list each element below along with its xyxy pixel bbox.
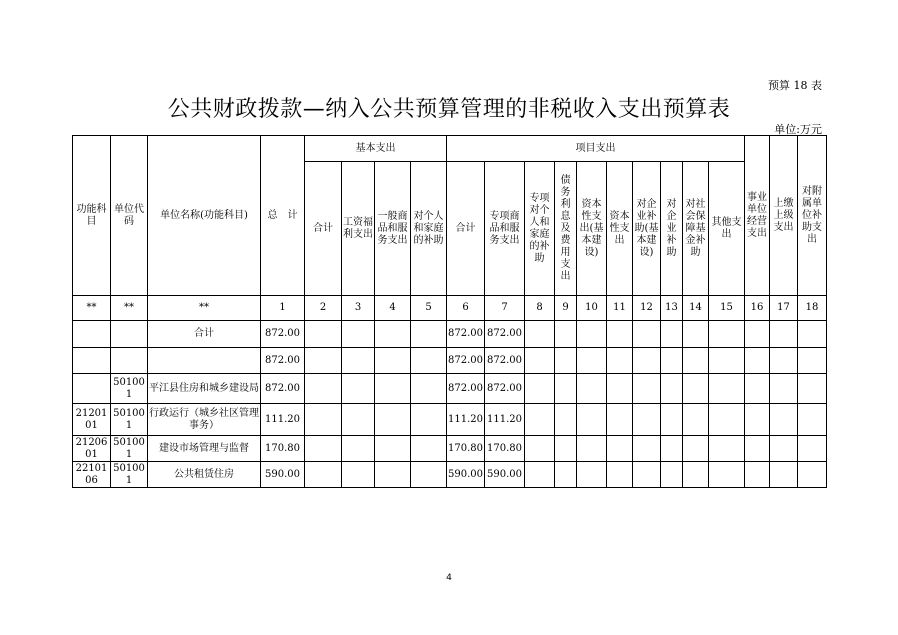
header-project-household: 专项对个人和家庭的补助 xyxy=(525,162,555,296)
unit-name-cell: 合计 xyxy=(148,321,261,348)
index-cell: ** xyxy=(73,296,111,321)
general-goods-cell xyxy=(375,462,411,488)
empty-cell xyxy=(770,404,798,436)
empty-cell xyxy=(633,436,661,462)
empty-cell xyxy=(770,462,798,488)
project-goods-cell: 170.80 xyxy=(485,436,525,462)
empty-cell xyxy=(661,404,683,436)
index-cell: 18 xyxy=(798,296,827,321)
empty-cell xyxy=(770,321,798,348)
unit-name-cell: 公共租赁住房 xyxy=(148,462,261,488)
page-number: 4 xyxy=(446,573,452,583)
empty-cell xyxy=(798,374,827,404)
wages-cell xyxy=(342,404,375,436)
unit-name-cell: 平江县住房和城乡建设局 xyxy=(148,374,261,404)
general-goods-cell xyxy=(375,348,411,374)
empty-cell xyxy=(683,436,709,462)
empty-cell xyxy=(683,348,709,374)
empty-cell xyxy=(633,462,661,488)
empty-cell xyxy=(633,404,661,436)
index-cell: 16 xyxy=(745,296,770,321)
empty-cell xyxy=(577,374,607,404)
index-cell: 3 xyxy=(342,296,375,321)
empty-cell xyxy=(577,321,607,348)
empty-cell xyxy=(525,436,555,462)
empty-cell xyxy=(633,374,661,404)
header-enterprise: 对企业补助 xyxy=(661,162,683,296)
index-cell: 4 xyxy=(375,296,411,321)
header-capital-basic: 资本性支出(基本建设) xyxy=(577,162,607,296)
total-cell: 872.00 xyxy=(261,374,305,404)
empty-cell xyxy=(525,462,555,488)
index-cell: 2 xyxy=(305,296,342,321)
unit-code-cell: 501001 xyxy=(111,462,148,488)
index-cell: 7 xyxy=(485,296,525,321)
basic-total-cell xyxy=(305,404,342,436)
basic-total-cell xyxy=(305,436,342,462)
empty-cell xyxy=(770,374,798,404)
empty-cell xyxy=(577,404,607,436)
basic-total-cell xyxy=(305,462,342,488)
empty-cell xyxy=(555,348,577,374)
header-wages: 工资福利支出 xyxy=(342,162,375,296)
household-subsidy-cell xyxy=(411,436,447,462)
empty-cell xyxy=(683,404,709,436)
func-subject-cell: 2210106 xyxy=(73,462,111,488)
empty-cell xyxy=(633,321,661,348)
index-cell: 8 xyxy=(525,296,555,321)
empty-cell xyxy=(555,374,577,404)
empty-cell xyxy=(525,348,555,374)
empty-cell xyxy=(709,348,745,374)
project-total-cell: 111.20 xyxy=(447,404,485,436)
index-cell: 5 xyxy=(411,296,447,321)
project-total-cell: 872.00 xyxy=(447,374,485,404)
table-row xyxy=(73,374,827,404)
table-number: 预算 18 表 xyxy=(768,79,822,92)
empty-cell xyxy=(525,321,555,348)
total-cell: 872.00 xyxy=(261,321,305,348)
index-cell: 15 xyxy=(709,296,745,321)
header-project-total: 合计 xyxy=(447,162,485,296)
empty-cell xyxy=(709,321,745,348)
empty-cell xyxy=(577,436,607,462)
unit-code-cell xyxy=(111,348,148,374)
general-goods-cell xyxy=(375,321,411,348)
empty-cell xyxy=(683,374,709,404)
empty-cell xyxy=(555,462,577,488)
index-cell: ** xyxy=(111,296,148,321)
project-total-cell: 872.00 xyxy=(447,348,485,374)
empty-cell xyxy=(709,462,745,488)
unit-code-cell: 501001 xyxy=(111,404,148,436)
household-subsidy-cell xyxy=(411,348,447,374)
empty-cell xyxy=(770,436,798,462)
table-row xyxy=(73,436,827,462)
project-goods-cell: 111.20 xyxy=(485,404,525,436)
empty-cell xyxy=(555,404,577,436)
project-total-cell: 872.00 xyxy=(447,321,485,348)
index-cell: 12 xyxy=(633,296,661,321)
header-upper-level: 上缴上级支出 xyxy=(770,136,798,296)
empty-cell xyxy=(607,404,633,436)
header-row-group xyxy=(73,136,827,162)
empty-cell xyxy=(633,348,661,374)
header-func-subject: 功能科目 xyxy=(73,136,111,296)
table-row xyxy=(73,404,827,436)
general-goods-cell xyxy=(375,404,411,436)
func-subject-cell: 2120101 xyxy=(73,404,111,436)
header-project-group: 项目支出 xyxy=(447,136,745,162)
empty-cell xyxy=(577,462,607,488)
header-unit-code: 单位代码 xyxy=(111,136,148,296)
empty-cell xyxy=(745,321,770,348)
household-subsidy-cell xyxy=(411,374,447,404)
unit-name-cell: 建设市场管理与监督 xyxy=(148,436,261,462)
basic-total-cell xyxy=(305,374,342,404)
index-cell: 13 xyxy=(661,296,683,321)
func-subject-cell xyxy=(73,321,111,348)
header-subordinate: 对附属单位补助支出 xyxy=(798,136,827,296)
header-enterprise-basic: 对企业补助(基本建设) xyxy=(633,162,661,296)
empty-cell xyxy=(745,404,770,436)
empty-cell xyxy=(683,462,709,488)
index-cell: 10 xyxy=(577,296,607,321)
empty-cell xyxy=(607,462,633,488)
unit-code-cell: 501001 xyxy=(111,436,148,462)
empty-cell xyxy=(709,404,745,436)
project-total-cell: 590.00 xyxy=(447,462,485,488)
total-cell: 872.00 xyxy=(261,348,305,374)
table-body xyxy=(73,321,827,488)
wages-cell xyxy=(342,436,375,462)
project-goods-cell: 872.00 xyxy=(485,374,525,404)
func-subject-cell xyxy=(73,348,111,374)
table-row xyxy=(73,321,827,348)
empty-cell xyxy=(525,374,555,404)
header-total: 总 计 xyxy=(261,136,305,296)
header-social-fund: 对社会保障基金补助 xyxy=(683,162,709,296)
total-cell: 170.80 xyxy=(261,436,305,462)
empty-cell xyxy=(607,348,633,374)
total-cell: 111.20 xyxy=(261,404,305,436)
table-row xyxy=(73,462,827,488)
table-row xyxy=(73,348,827,374)
empty-cell xyxy=(661,374,683,404)
header-business-unit: 事业单位经营支出 xyxy=(745,136,770,296)
unit-name-cell xyxy=(148,348,261,374)
func-subject-cell: 2120601 xyxy=(73,436,111,462)
header-general-goods: 一般商品和服务支出 xyxy=(375,162,411,296)
household-subsidy-cell xyxy=(411,462,447,488)
wages-cell xyxy=(342,321,375,348)
empty-cell xyxy=(745,436,770,462)
page-title: 公共财政拨款—纳入公共预算管理的非税收入支出预算表 xyxy=(167,97,731,122)
index-cell: 6 xyxy=(447,296,485,321)
header-unit-name: 单位名称(功能科目) xyxy=(148,136,261,296)
header-household-subsidy: 对个人和家庭的补助 xyxy=(411,162,447,296)
basic-total-cell xyxy=(305,321,342,348)
empty-cell xyxy=(683,321,709,348)
total-cell: 590.00 xyxy=(261,462,305,488)
empty-cell xyxy=(709,374,745,404)
header-basic-total: 合计 xyxy=(305,162,342,296)
header-other: 其他支出 xyxy=(709,162,745,296)
header-capital: 资本性支出 xyxy=(607,162,633,296)
empty-cell xyxy=(745,348,770,374)
empty-cell xyxy=(798,404,827,436)
wages-cell xyxy=(342,462,375,488)
empty-cell xyxy=(770,348,798,374)
project-goods-cell: 590.00 xyxy=(485,462,525,488)
empty-cell xyxy=(661,436,683,462)
empty-cell xyxy=(661,321,683,348)
empty-cell xyxy=(745,374,770,404)
wages-cell xyxy=(342,348,375,374)
empty-cell xyxy=(661,348,683,374)
project-goods-cell: 872.00 xyxy=(485,321,525,348)
index-cell: 17 xyxy=(770,296,798,321)
wages-cell xyxy=(342,374,375,404)
budget-table xyxy=(72,135,827,488)
unit-code-cell: 501001 xyxy=(111,374,148,404)
empty-cell xyxy=(798,436,827,462)
project-goods-cell: 872.00 xyxy=(485,348,525,374)
unit-code-cell xyxy=(111,321,148,348)
household-subsidy-cell xyxy=(411,404,447,436)
general-goods-cell xyxy=(375,374,411,404)
header-project-goods: 专项商品和服务支出 xyxy=(485,162,525,296)
project-total-cell: 170.80 xyxy=(447,436,485,462)
empty-cell xyxy=(555,436,577,462)
empty-cell xyxy=(798,321,827,348)
empty-cell xyxy=(798,348,827,374)
empty-cell xyxy=(798,462,827,488)
header-basic-group: 基本支出 xyxy=(305,136,447,162)
household-subsidy-cell xyxy=(411,321,447,348)
empty-cell xyxy=(745,462,770,488)
basic-total-cell xyxy=(305,348,342,374)
index-cell: ** xyxy=(148,296,261,321)
empty-cell xyxy=(555,321,577,348)
header-debt-interest: 债务利息及费用支出 xyxy=(555,162,577,296)
empty-cell xyxy=(661,462,683,488)
unit-label: 单位:万元 xyxy=(774,123,822,136)
index-cell: 9 xyxy=(555,296,577,321)
index-cell: 14 xyxy=(683,296,709,321)
index-cell: 11 xyxy=(607,296,633,321)
empty-cell xyxy=(577,348,607,374)
index-row xyxy=(73,296,827,321)
empty-cell xyxy=(607,374,633,404)
unit-name-cell: 行政运行（城乡社区管理事务） xyxy=(148,404,261,436)
empty-cell xyxy=(607,321,633,348)
empty-cell xyxy=(525,404,555,436)
general-goods-cell xyxy=(375,436,411,462)
index-cell: 1 xyxy=(261,296,305,321)
empty-cell xyxy=(709,436,745,462)
empty-cell xyxy=(607,436,633,462)
func-subject-cell xyxy=(73,374,111,404)
